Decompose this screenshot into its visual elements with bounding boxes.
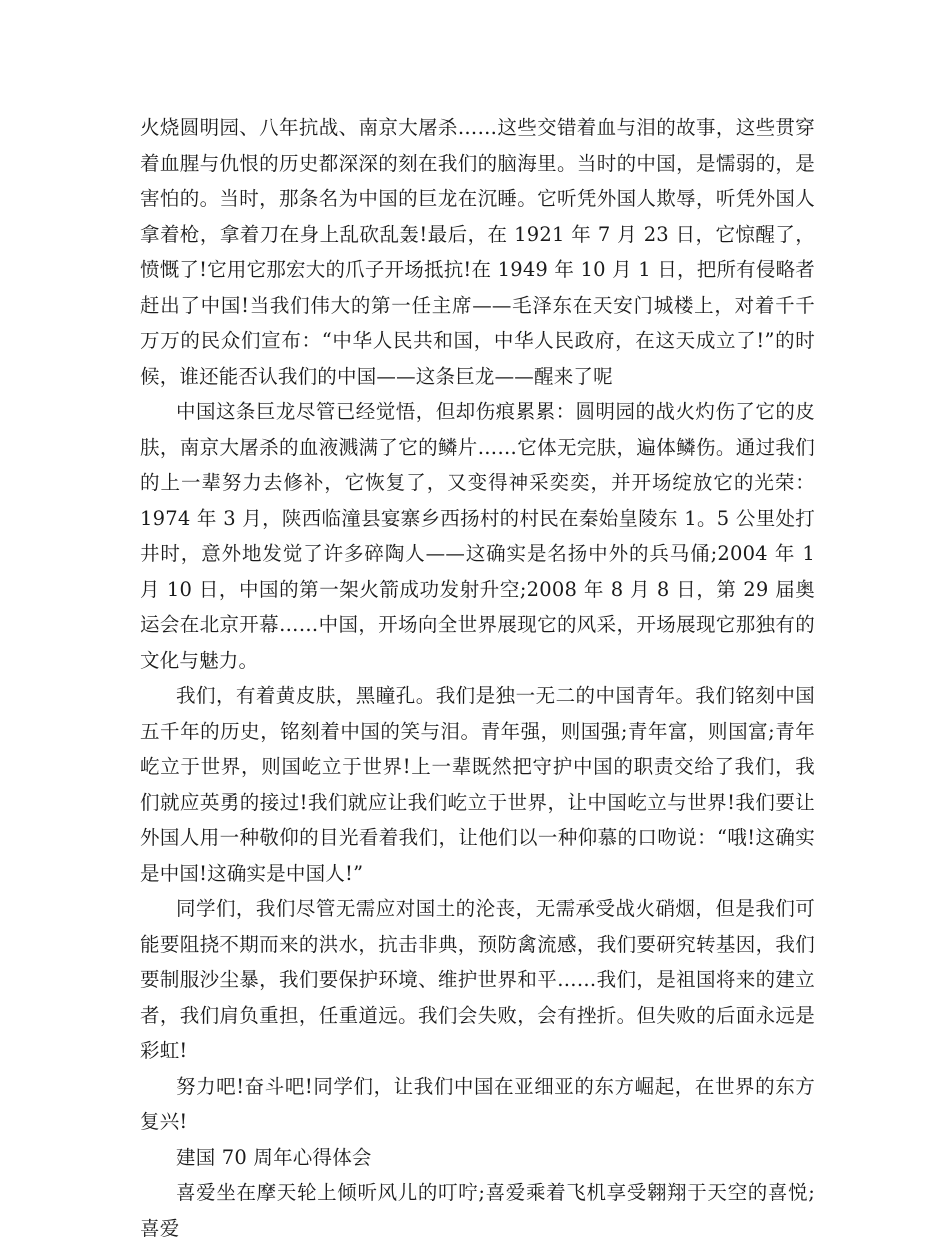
paragraph-5: 努力吧!奋斗吧!同学们，让我们中国在亚细亚的东方崛起，在世界的东方复兴! xyxy=(140,1074,815,1133)
paragraph-1: 火烧圆明园、八年抗战、南京大屠杀……这些交错着血与泪的故事，这些贯穿着血腥与仇恨的历史都深深的刻在我们的脑海里。当时的中国，是懦弱的，是害怕的。当时，那条名为中国的巨龙在沉睡。它听凭外国人欺辱，听凭外国人拿着枪，拿着刀在身上乱砍乱轰!最后，在 1921 年 7 月 23 日，它惊醒了，愤慨了!它用它那宏大的爪子开场抵抗!在 1949 年 10 月 1 日，把所有侵略者赶出了中国!当我们伟大的第一任主席——毛泽东在天安门城楼上，对着千千万万的民众们宣布：“中华人民共和国，中华人民政府，在这天成立了!”的时候，谁还能否认我们的中国——这条巨龙——醒来了呢 xyxy=(140,116,815,388)
paragraph-3: 我们，有着黄皮肤，黑瞳孔。我们是独一无二的中国青年。我们铭刻中国五千年的历史，铭刻着中国的笑与泪。青年强，则国强;青年富，则国富;青年屹立于世界，则国屹立于世界!上一辈既然把守护中国的职责交给了我们，我们就应英勇的接过!我们就应让我们屹立于世界，让中国屹立与世界!我们要让外国人用一种敬仰的目光看着我们，让他们以一种仰慕的口吻说：“哦!这确实是中国!这确实是中国人!” xyxy=(140,684,815,885)
paragraph-4: 同学们，我们尽管无需应对国土的沦丧，无需承受战火硝烟，但是我们可能要阻挠不期而来的洪水，抗击非典，预防禽流感，我们要研究转基因，我们要制服沙尘暴，我们要保护环境、维护世界和平……我们，是祖国将来的建立者，我们肩负重担，任重道远。我们会失败，会有挫折。但失败的后面永远是彩虹! xyxy=(140,897,815,1062)
section-heading: 建国 70 周年心得体会 xyxy=(176,1145,372,1169)
paragraph-2: 中国这条巨龙尽管已经觉悟，但却伤痕累累：圆明园的战火灼伤了它的皮肤，南京大屠杀的血液溅满了它的鳞片……它体无完肤，遍体鳞伤。通过我们的上一辈努力去修补，它恢复了，又变得神采奕奕，并开场绽放它的光荣：1974 年 3 月，陕西临潼县宴寨乡西扬村的村民在秦始皇陵东 1。5 公里处打井时，意外地发觉了许多碎陶人——这确实是名扬中外的兵马俑;2004 年 1 月 10 日，中国的第一架火箭成功发射升空;2008 年 8 月 8 日，第 29 届奥运会在北京开幕……中国，开场向全世界展现它的风采，开场展现它那独有的文化与魅力。 xyxy=(140,400,815,672)
paragraph-6: 喜爱坐在摩天轮上倾听风儿的叮咛;喜爱乘着飞机享受翱翔于天空的喜悦;喜爱 xyxy=(140,1181,815,1240)
document-body xyxy=(140,110,815,1246)
